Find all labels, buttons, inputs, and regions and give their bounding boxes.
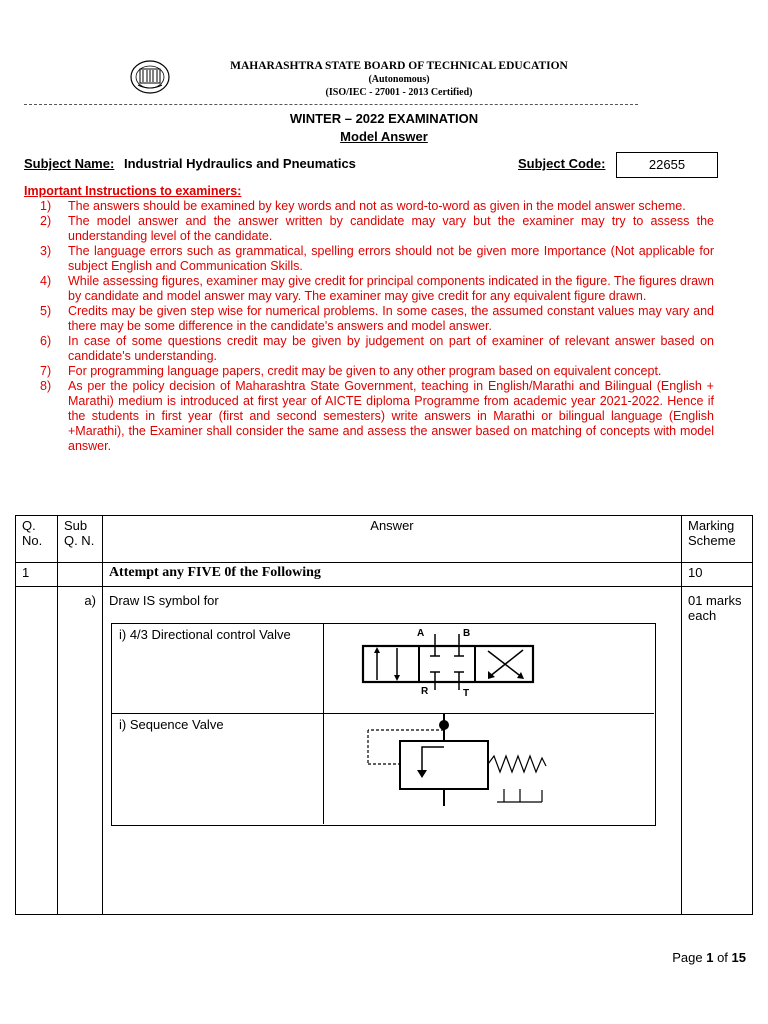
- question-text: Attempt any FIVE 0f the Following: [102, 563, 681, 587]
- exam-heading: [0, 110, 768, 146]
- empty-cell: [57, 563, 102, 587]
- subject-code: 22655: [616, 152, 718, 178]
- item-text: The language errors such as grammatical, spelling errors should not be given more Importance (Not applicable for subject English and Communication Skills.: [68, 244, 714, 273]
- port-t-label: T: [463, 688, 470, 698]
- instructions-heading: Important Instructions to examiners:: [24, 184, 242, 198]
- board-name: MAHARASHTRA STATE BOARD OF TECHNICAL EDUCATION: [230, 60, 568, 72]
- item-text: In case of some questions credit may be given by judgement on part of examiner of relevant answer based on candidate's understanding.: [68, 334, 714, 363]
- item-text: The model answer and the answer written by candidate may vary but the examiner may try to assess the understanding level of the candidate.: [68, 214, 714, 243]
- exam-title: WINTER – 2022 EXAMINATION: [289, 111, 479, 126]
- item-number: 5): [40, 304, 52, 318]
- page-number: [672, 950, 746, 965]
- item-text: Credits may be given step wise for numerical problems. In some cases, the assumed constant values may vary and there may be some difference in the candidate's answers and model answer.: [68, 304, 714, 333]
- col-marking: [681, 516, 752, 563]
- page-total: 15: [731, 950, 746, 965]
- sub-question-text: Draw IS symbol for: [102, 587, 681, 915]
- marks-line1: 01 marks: [687, 593, 742, 608]
- item-dcv-label: i) 4/3 Directional control Valve: [119, 627, 291, 642]
- col-subq-line1: Sub: [63, 518, 88, 533]
- instruction-item: [24, 364, 714, 379]
- col-qno-line1: Q.: [22, 518, 36, 533]
- item-number: 3): [40, 244, 52, 258]
- subject-code-label: Subject Code:: [518, 156, 606, 171]
- table-row: [16, 563, 753, 587]
- col-qno-line2: No.: [22, 533, 43, 548]
- instruction-item: [24, 199, 714, 214]
- item-text: The answers should be examined by key words and not as word-to-word as given in the model answer scheme.: [68, 199, 686, 213]
- col-qno: [16, 516, 58, 563]
- page-current: 1: [706, 950, 714, 965]
- autonomous-label: (Autonomous): [368, 74, 430, 85]
- page-of: of: [713, 950, 732, 965]
- question-marks: 10: [681, 563, 752, 587]
- question-number: 1: [16, 563, 58, 587]
- sub-question-marks: [681, 587, 752, 915]
- instruction-item: [24, 334, 714, 364]
- port-b-label: B: [463, 628, 471, 639]
- iso-label: (ISO/IEC - 27001 - 2013 Certified): [325, 87, 473, 98]
- instruction-item: [24, 214, 714, 244]
- symbol-table-divider: [323, 623, 324, 824]
- table-header-row: [16, 516, 753, 563]
- instruction-list: [24, 199, 714, 454]
- sub-question-label: a): [57, 587, 102, 915]
- item-text: While assessing figures, examiner may give credit for principal components indicated in the figure. The figures drawn by candidate and model answer may vary. The examiner may give credit for any equivalent figure drawn.: [68, 274, 714, 303]
- instruction-item: [24, 379, 714, 454]
- instructions: [24, 184, 714, 454]
- marks-line2: each: [687, 608, 717, 623]
- item-sequence-valve-label: i) Sequence Valve: [119, 717, 224, 732]
- port-r-label: R: [421, 686, 429, 697]
- board-header: [0, 60, 768, 99]
- subject-name: Industrial Hydraulics and Pneumatics: [124, 156, 356, 171]
- item-number: 1): [40, 199, 52, 213]
- port-a-label: A: [417, 628, 425, 639]
- sequence-valve-symbol: [360, 714, 550, 808]
- item-number: 7): [40, 364, 52, 378]
- instruction-item: [24, 304, 714, 334]
- dcv-4-3-symbol: [355, 624, 540, 698]
- col-marking-line1: Marking: [687, 518, 735, 533]
- item-number: 2): [40, 214, 52, 228]
- empty-cell: [16, 587, 58, 915]
- item-number: 8): [40, 379, 52, 393]
- col-answer: Answer: [102, 516, 681, 563]
- subject-name-label: Subject Name:: [24, 156, 115, 171]
- col-subq-line2: Q. N.: [63, 533, 95, 548]
- doc-type: Model Answer: [340, 129, 428, 144]
- item-text: For programming language papers, credit may be given to any other program based on equivalent concept.: [68, 364, 662, 378]
- header-divider: [24, 104, 638, 105]
- col-subq: [57, 516, 102, 563]
- col-marking-line2: Scheme: [687, 533, 736, 548]
- item-number: 4): [40, 274, 52, 288]
- item-text: As per the policy decision of Maharashtra State Government, teaching in English/Marathi and Bilingual (English + Marathi) medium is introduced at first year of AICTE diploma Programme from academic year 2021-2022. Hence if the students in first year (first and second semesters) write answers in Marathi or bilingual language (English +Marathi), the Examiner shall consider the same and assess the answer based on matching of concepts with model answer.: [68, 379, 714, 453]
- instruction-item: [24, 274, 714, 304]
- page-prefix: Page: [672, 950, 707, 965]
- instruction-item: [24, 244, 714, 274]
- item-number: 6): [40, 334, 52, 348]
